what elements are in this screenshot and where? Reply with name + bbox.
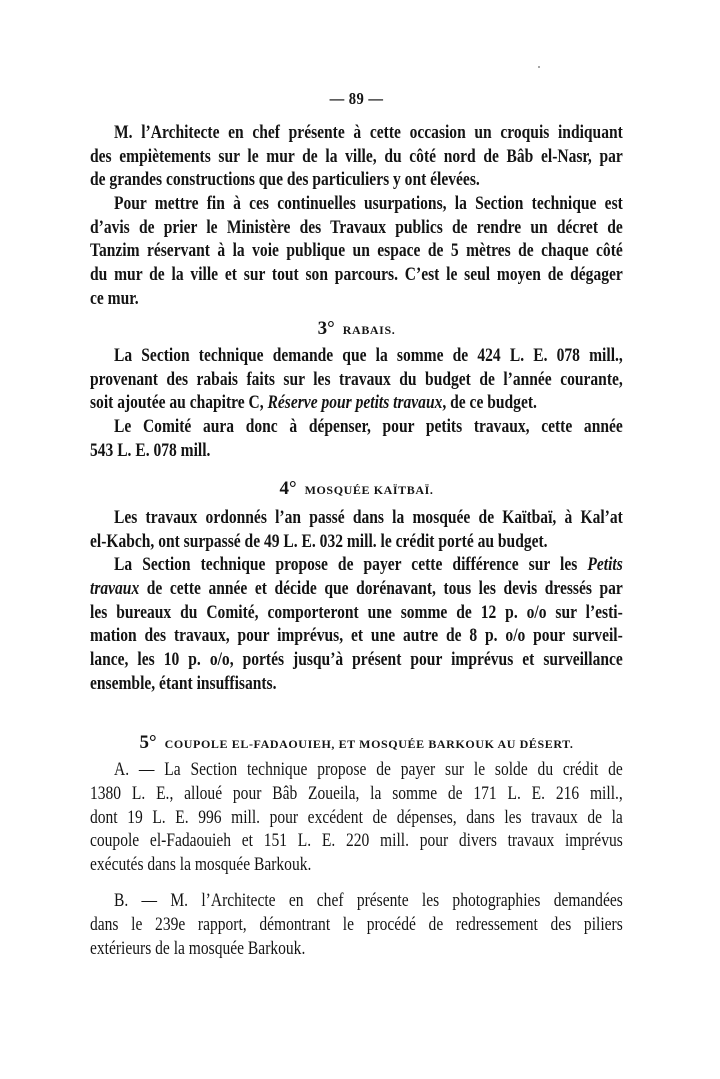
text-line: Le Comité aura donc à dépenser, pour petits travaux, cette année — [114, 417, 623, 437]
text-line: de grandes constructions que des particuliers y ont élevées. — [90, 170, 480, 190]
section-title: MOSQUÉE KAÏTBAÏ. — [304, 483, 434, 497]
text-line: Pour mettre fin à ces continuelles usurpations, la Section technique est — [114, 194, 623, 214]
text-line: exécutés dans la mosquée Barkouk. — [90, 855, 312, 875]
text-line: dont 19 L. E. 996 mill. pour excédent de dépenses, dans les travaux de la — [90, 808, 623, 828]
section-heading-4 — [90, 478, 623, 500]
text-line: La Section technique demande que la somme de 424 L. E. 078 mill., — [114, 346, 623, 366]
italic-text: travaux — [90, 579, 140, 599]
italic-text: Réserve pour petits travaux — [267, 393, 443, 413]
italic-text: Petits — [587, 555, 623, 575]
text-line: 1380 L. E., alloué pour Bâb Zoueila, la somme de 171 L. E. 216 mill., — [90, 784, 623, 804]
section-number: 3° — [317, 318, 335, 339]
text-line: B. — M. l’Architecte en chef présente les photographies demandées — [114, 891, 623, 911]
text-line: Les travaux ordonnés l’an passé dans la mosquée de Kaïtbaï, à Kal’at — [114, 508, 623, 528]
text-line: A. — La Section technique propose de payer sur le solde du crédit de — [114, 760, 623, 780]
text-line: soit ajoutée au chapitre C, Réserve pour petits travaux, de ce budget. — [90, 393, 537, 413]
text-line: el-Kabch, ont surpassé de 49 L. E. 032 mill. le crédit porté au budget. — [90, 532, 548, 552]
text-line: coupole el-Fadaouieh et 151 L. E. 220 mill. pour divers travaux imprévus — [90, 831, 623, 851]
text-line: 543 L. E. 078 mill. — [90, 441, 211, 461]
scan-speck — [538, 66, 540, 68]
text-line: mation des travaux, pour imprévus, et une autre de 8 p. o/o pour surveil- — [90, 626, 623, 646]
text-line: dans le 239e rapport, démontrant le procédé de redressement des piliers — [90, 915, 623, 935]
section-title: COUPOLE EL-FADAOUIEH, ET MOSQUÉE BARKOUK AU DÉSERT. — [164, 737, 574, 751]
text-line: travaux de cette année et décide que dorénavant, tous les devis dressés par — [90, 579, 623, 599]
text-line: du mur de la ville et sur tout son parcours. C’est le seul moyen de dégager — [90, 265, 623, 285]
text-line: ensemble, étant insuffisants. — [90, 674, 277, 694]
text-line: les bureaux du Comité, comporteront une somme de 12 p. o/o sur l’esti- — [90, 603, 623, 623]
text-line: M. l’Architecte en chef présente à cette occasion un croquis indiquant — [114, 123, 623, 143]
text-line: ce mur. — [90, 289, 139, 309]
text-line: La Section technique propose de payer cette différence sur les Petits — [114, 555, 623, 575]
section-heading-3 — [90, 318, 623, 340]
text-line: extérieurs de la mosquée Barkouk. — [90, 939, 306, 959]
section-number: 4° — [279, 478, 297, 499]
page-number: — 89 — — [329, 89, 384, 108]
section-number: 5° — [139, 732, 157, 753]
text-line: Tanzim réservant à la voie publique un espace de 5 mètres de chaque côté — [90, 241, 623, 261]
text-line: des empiètements sur le mur de la ville, du côté nord de Bâb el-Nasr, par — [90, 147, 623, 167]
section-heading-5 — [90, 732, 623, 754]
text-line: lance, les 10 p. o/o, portés jusqu’à présent pour imprévus et surveillance — [90, 650, 623, 670]
section-title: RABAIS. — [342, 323, 396, 337]
text-line: d’avis de prier le Ministère des Travaux publics de rendre un décret de — [90, 218, 623, 238]
text-line: provenant des rabais faits sur les travaux du budget de l’année courante, — [90, 370, 623, 390]
